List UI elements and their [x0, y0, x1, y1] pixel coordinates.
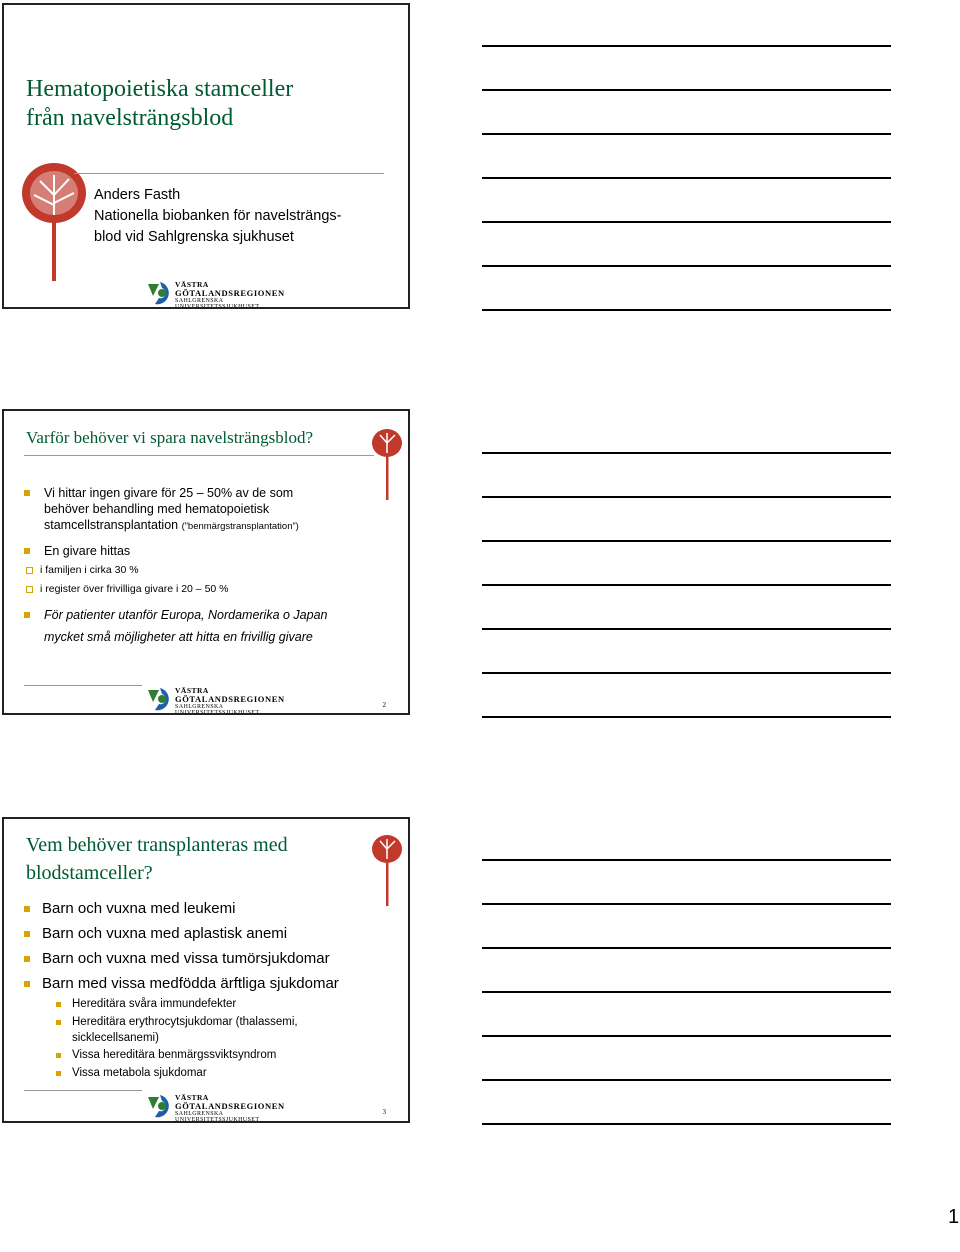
slide-2-page-number: 2	[382, 701, 386, 709]
slide-1-title-line-1: Hematopoietiska stamceller	[26, 76, 294, 102]
bullet-square-icon	[56, 1053, 61, 1058]
note-line	[482, 1123, 891, 1125]
page-number: 1	[948, 1206, 960, 1228]
sub-bullet-1-text: i familjen i cirka 30 %	[40, 564, 139, 576]
note-line	[482, 177, 891, 179]
vgr-logo-icon	[147, 1093, 173, 1119]
bullet-square-icon	[24, 956, 30, 962]
bullet-square-icon	[56, 1020, 61, 1025]
bullet-2-text: En givare hittas	[44, 544, 131, 558]
bullet-square-icon	[24, 612, 30, 618]
note-line	[482, 628, 891, 630]
bullet-1-line-3: stamcellstransplantation	[44, 518, 179, 532]
note-line	[482, 452, 891, 454]
slide-3-title-line-2: blodstamceller?	[26, 862, 153, 884]
logo-line-1: VÄSTRA	[175, 686, 209, 695]
tree-icon	[370, 829, 404, 907]
bullet-square-icon	[24, 548, 30, 554]
note-line	[482, 309, 891, 311]
open-square-icon	[26, 586, 33, 593]
note-line	[482, 991, 891, 993]
slide-3-bullet-1-text: Barn och vuxna med leukemi	[42, 900, 236, 917]
logo-line-2: GÖTALANDSREGIONEN	[175, 288, 285, 298]
bullet-1-line-1: Vi hittar ingen givare för 25 – 50% av de som	[44, 486, 294, 500]
slide-3-bullet-3-text: Barn och vuxna med vissa tumörsjukdomar	[42, 950, 330, 967]
note-line	[482, 716, 891, 718]
slide-2-title: Varför behöver vi spara navelsträngsblod?	[26, 428, 314, 447]
note-line	[482, 133, 891, 135]
logo-line-2: GÖTALANDSREGIONEN	[175, 1101, 285, 1111]
note-line	[482, 1079, 891, 1081]
slide-1-divider	[74, 173, 384, 174]
slide-3-sub-3-text: Vissa hereditära benmärgssviktsyndrom	[72, 1049, 277, 1061]
note-line	[482, 672, 891, 674]
note-line	[482, 1035, 891, 1037]
footer-divider	[24, 1090, 142, 1091]
open-square-icon	[26, 567, 33, 574]
slide-3-bullet-4-text: Barn med vissa medfödda ärftliga sjukdomar	[42, 975, 339, 992]
note-line	[482, 89, 891, 91]
org-line-2: blod vid Sahlgrenska sjukhuset	[94, 229, 294, 245]
slide-3-page-number: 3	[382, 1108, 386, 1116]
note-line	[482, 903, 891, 905]
sub-bullet-2-text: i register över frivilliga givare i 20 – 50 %	[40, 583, 229, 595]
bullet-square-icon	[24, 931, 30, 937]
logo-line-2: GÖTALANDSREGIONEN	[175, 694, 285, 704]
vgr-logo	[147, 1093, 285, 1123]
note-line	[482, 45, 891, 47]
bullet-square-icon	[24, 490, 30, 496]
title-divider	[24, 455, 374, 456]
slide-1-title	[26, 75, 293, 134]
tree-illustration	[14, 155, 92, 285]
vgr-logo-icon	[147, 280, 173, 306]
bullet-1	[24, 485, 384, 537]
slide-3-bullet-2-text: Barn och vuxna med aplastisk anemi	[42, 925, 288, 942]
note-line	[482, 496, 891, 498]
slide-3-sub-2-line-2: sicklecellsanemi)	[72, 1032, 159, 1044]
slide-3-sub-2-line-1: Hereditära erythrocytsjukdomar (thalassemi,	[72, 1016, 298, 1028]
note-line	[482, 265, 891, 267]
logo-line-3: SAHLGRENSKA UNIVERSITETSSJUKHUSET	[175, 1111, 260, 1123]
slide-3-sub-1-text: Hereditära svåra immundefekter	[72, 998, 237, 1010]
slide-1-title-line-2: från navelsträngsblod	[26, 105, 234, 132]
author-name: Anders Fasth	[94, 187, 181, 203]
slide-3-title	[26, 831, 288, 887]
vgr-logo	[147, 686, 285, 715]
bullet-square-icon	[24, 906, 30, 912]
note-line	[482, 540, 891, 542]
note-line	[482, 947, 891, 949]
note-line	[482, 221, 891, 223]
slide-1	[2, 3, 410, 309]
slide-3	[2, 817, 410, 1123]
bullet-3-line-2: mycket små möjligheter att hitta en frivillig givare	[44, 630, 313, 644]
logo-line-3: SAHLGRENSKA UNIVERSITETSSJUKHUSET	[175, 704, 260, 715]
bullet-square-icon	[56, 1002, 61, 1007]
slide-1-subtitle	[94, 185, 341, 248]
vgr-logo-icon	[147, 686, 173, 712]
slide-3-sub-4-text: Vissa metabola sjukdomar	[72, 1067, 207, 1079]
bullet-1-note: (”benmärgstransplantation”)	[181, 521, 299, 532]
bullet-square-icon	[56, 1071, 61, 1076]
footer-divider	[24, 685, 142, 686]
vgr-logo	[147, 280, 285, 309]
bullet-square-icon	[24, 981, 30, 987]
bullet-3-line-1: För patienter utanför Europa, Nordamerika o Japan	[44, 608, 328, 622]
logo-line-1: VÄSTRA	[175, 280, 209, 289]
bullet-1-line-2: behöver behandling med hematopoietisk	[44, 502, 270, 516]
org-line-1: Nationella biobanken för navelsträngs-	[94, 208, 342, 224]
logo-line-3: SAHLGRENSKA UNIVERSITETSSJUKHUSET	[175, 298, 260, 309]
slide-2	[2, 409, 410, 715]
note-line	[482, 584, 891, 586]
logo-line-1: VÄSTRA	[175, 1093, 209, 1102]
note-line	[482, 859, 891, 861]
slide-3-title-line-1: Vem behöver transplanteras med	[26, 834, 288, 856]
